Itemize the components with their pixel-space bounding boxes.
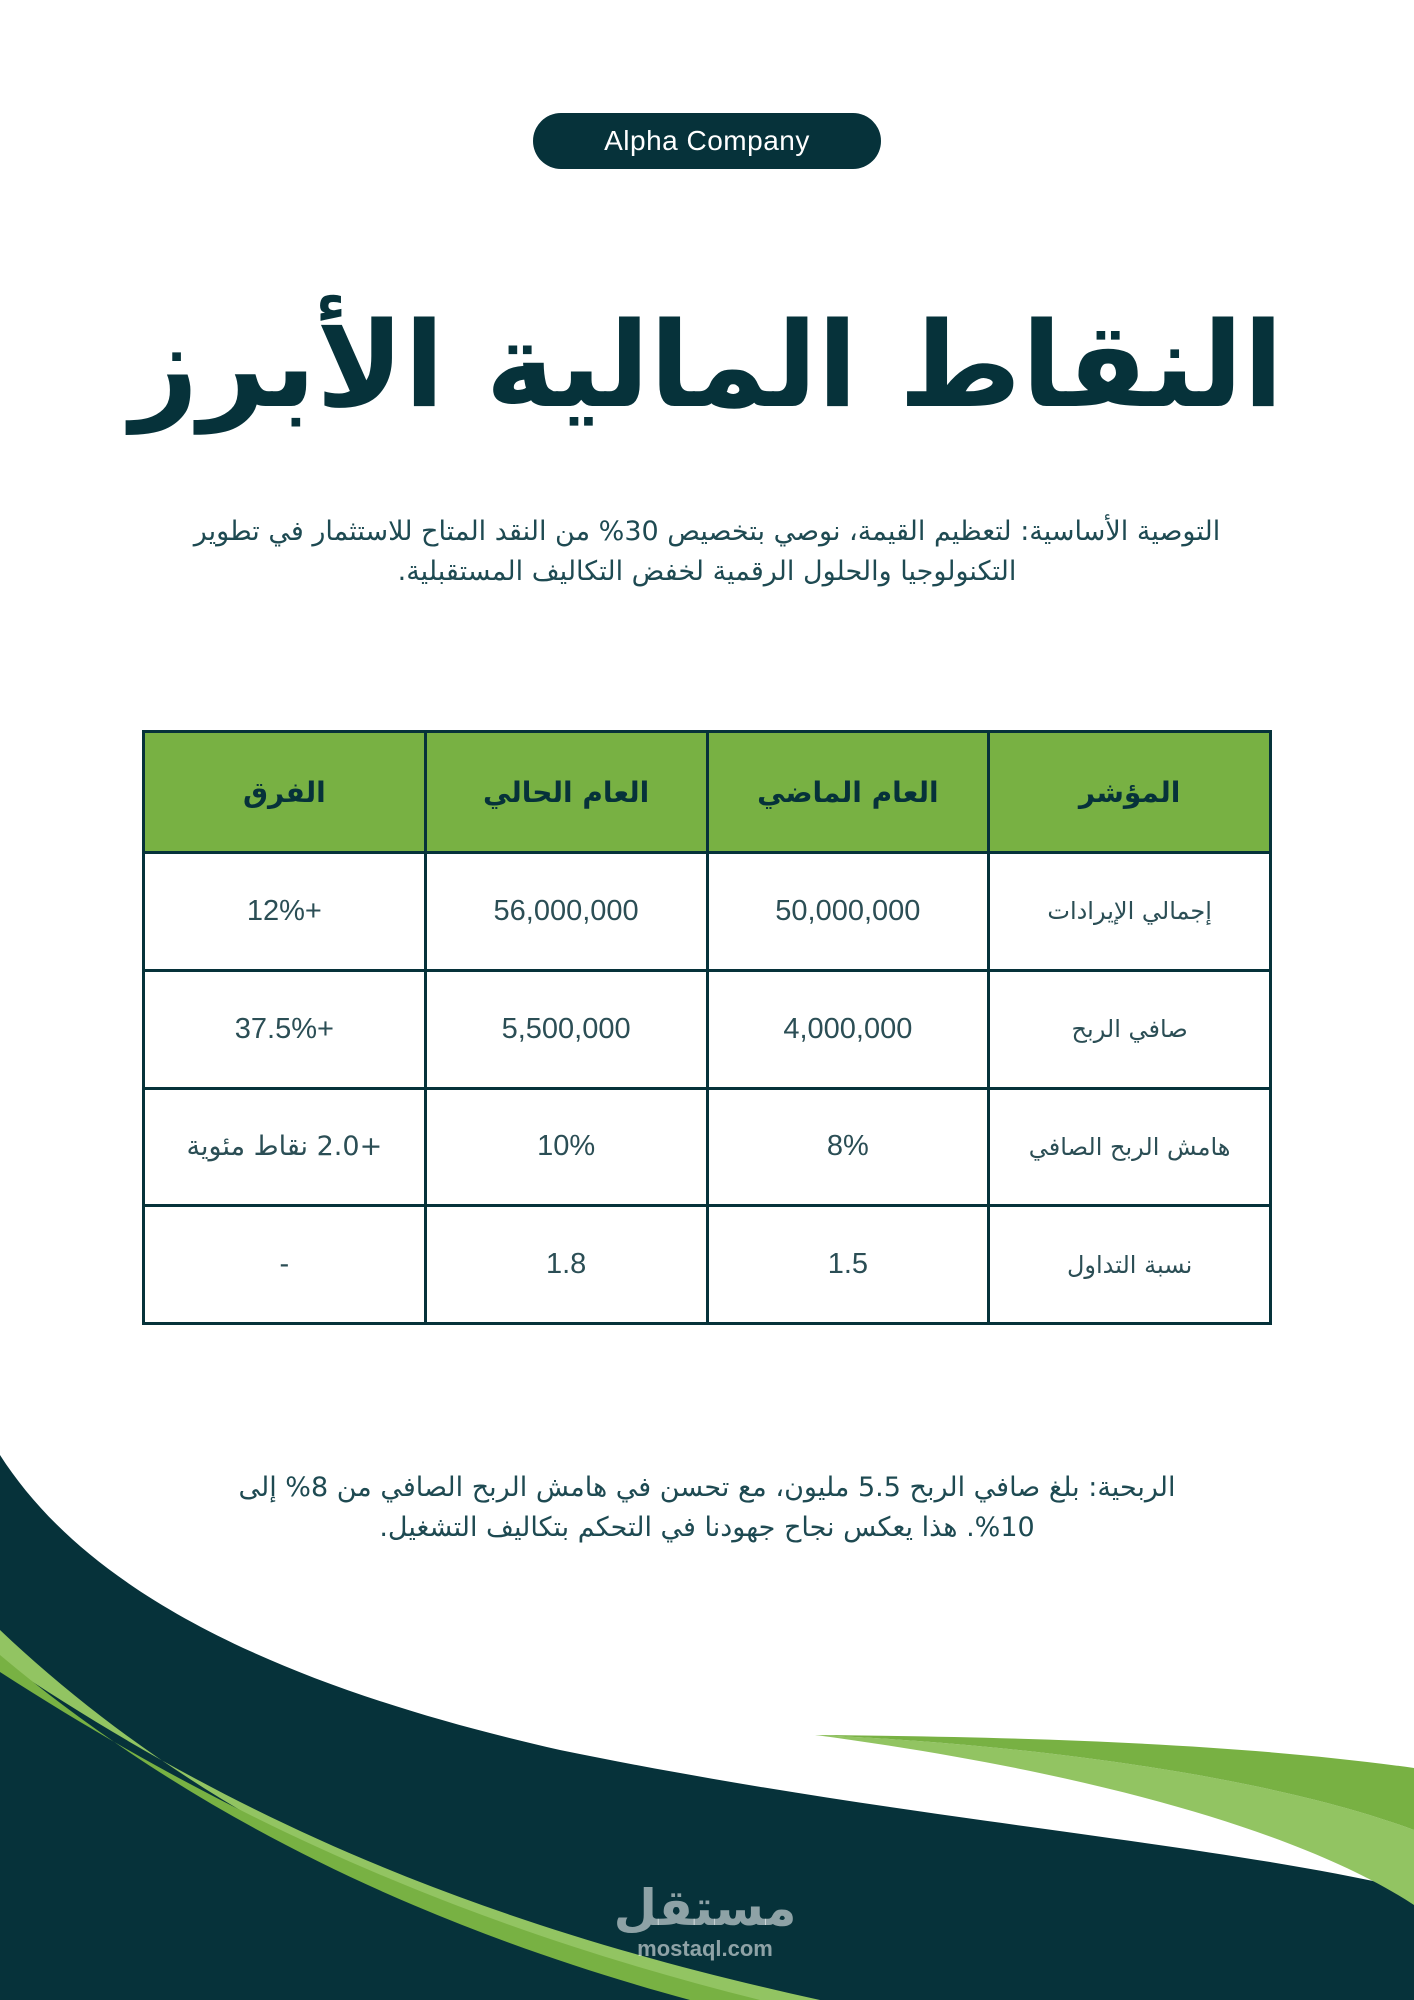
header-difference: الفرق [144,732,426,853]
table-header-row [144,732,1271,853]
row-last-year: 8% [707,1088,989,1206]
row-last-year: 4,000,000 [707,970,989,1088]
row-current-year: 56,000,000 [425,853,707,971]
row-difference: +37.5% [144,970,426,1088]
company-badge: Alpha Company [533,113,881,169]
row-current-year: 1.8 [425,1206,707,1324]
row-label: نسبة التداول [989,1206,1271,1324]
row-difference: +2.0 نقاط مئوية [144,1088,426,1206]
table-row [144,1206,1271,1324]
watermark-latin: mostaql.com [637,1936,773,1961]
row-last-year: 50,000,000 [707,853,989,971]
header-last-year: العام الماضي [707,732,989,853]
financial-table [142,730,1272,1325]
row-current-year: 5,500,000 [425,970,707,1088]
header-current-year: العام الحالي [425,732,707,853]
row-last-year: 1.5 [707,1206,989,1324]
watermark-logo [600,1880,810,1962]
table-row [144,1088,1271,1206]
row-difference: +12% [144,853,426,971]
profitability-note: الربحية: بلغ صافي الربح 5.5 مليون، مع تحسن في هامش الربح الصافي من 8% إلى 10%. هذا يعكس نجاح جهودنا في التحكم بتكاليف التشغيل. [238,1472,1176,1543]
intro-text: التوصية الأساسية: لتعظيم القيمة، نوصي بتخصيص 30% من النقد المتاح للاستثمار في تطوير التكنولوجيا والحلول الرقمية لخفض التكاليف المستقبلية. [193,516,1221,587]
header-indicator: المؤشر [989,732,1271,853]
row-label: إجمالي الإيرادات [989,853,1271,971]
watermark-arabic: مستقل [613,1879,797,1937]
page-title: النقاط المالية الأبرز [130,296,1284,434]
table-row [144,853,1271,971]
row-label: هامش الربح الصافي [989,1088,1271,1206]
row-difference: - [144,1206,426,1324]
table-row [144,970,1271,1088]
row-current-year: 10% [425,1088,707,1206]
row-label: صافي الربح [989,970,1271,1088]
